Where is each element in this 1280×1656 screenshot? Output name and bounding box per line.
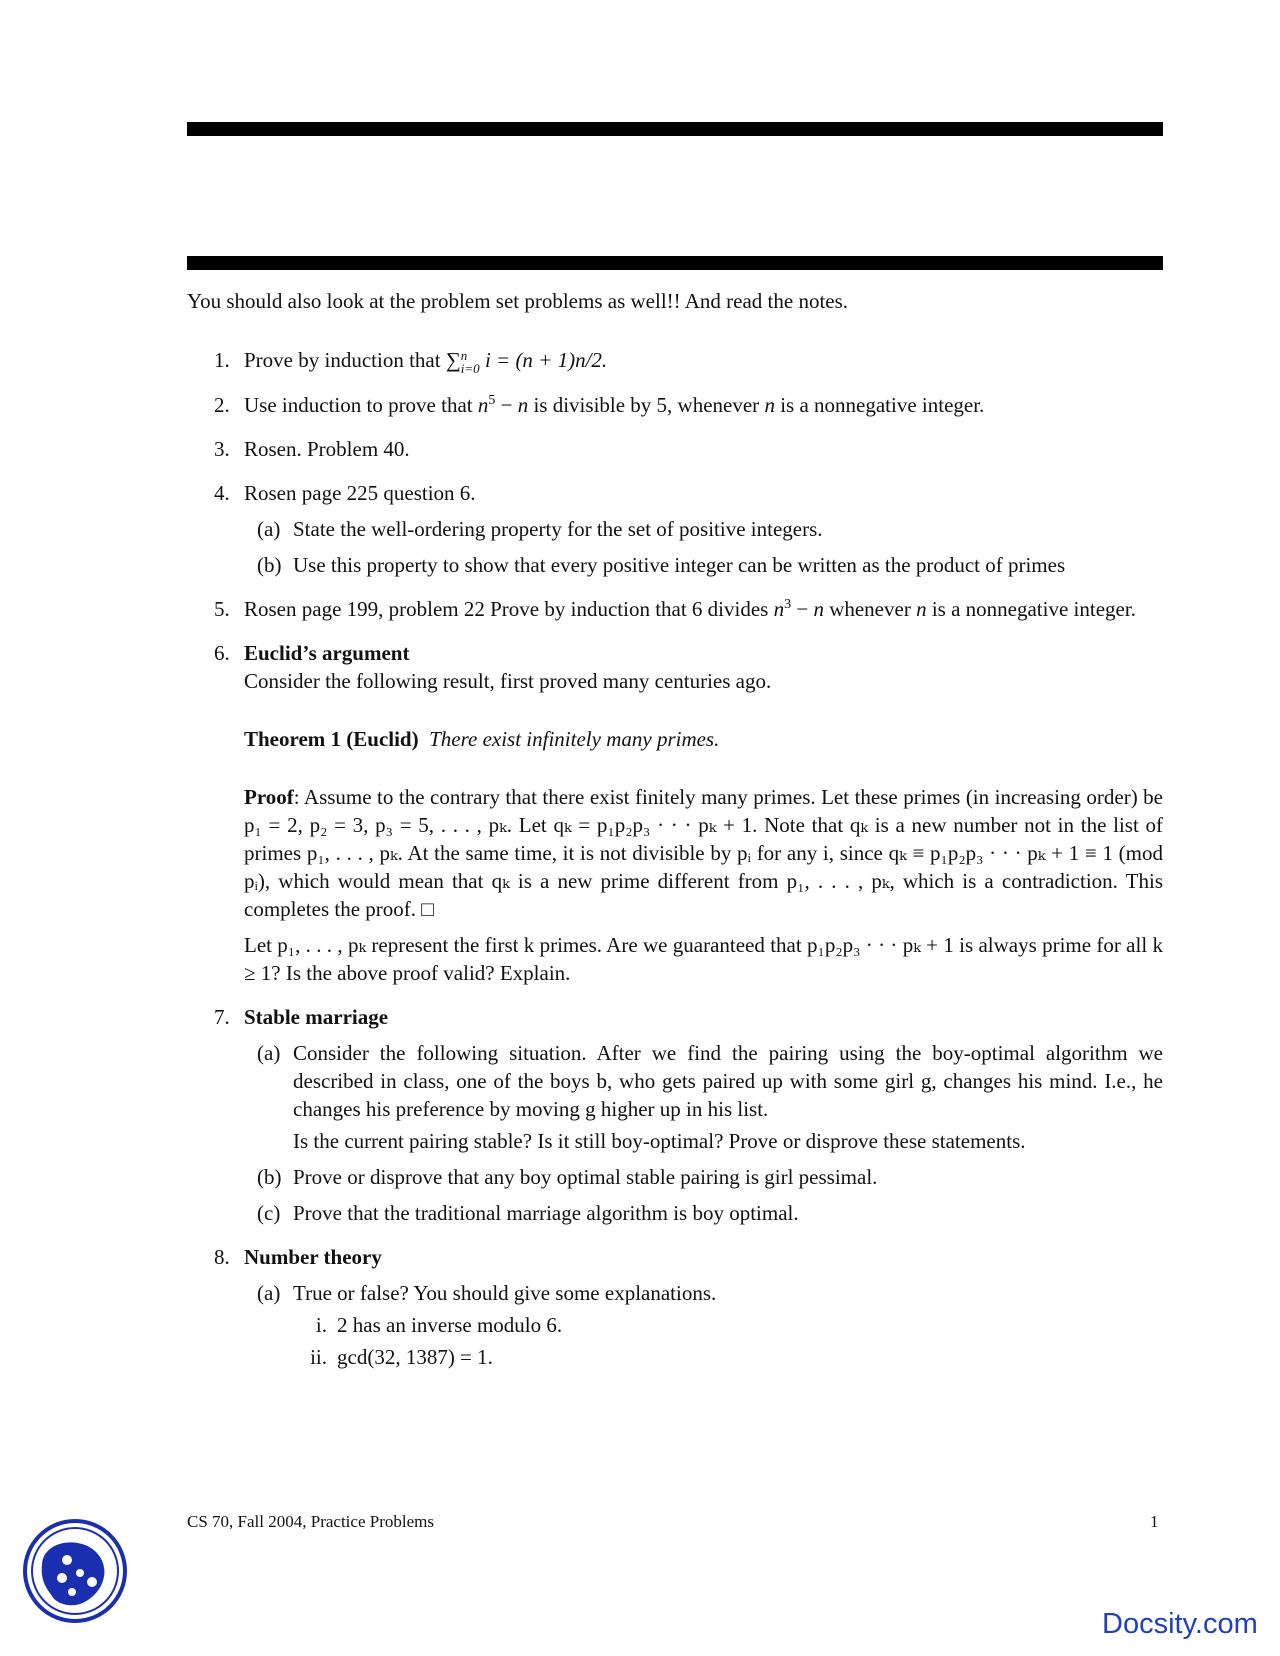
theorem-label: Theorem 1 (Euclid) [244,727,419,752]
problem-text: Prove by induction that [244,348,446,372]
proof-label: Proof [244,785,294,810]
sum-symbol: ∑ [445,348,461,372]
math-var: n [916,597,927,622]
problem-2 [187,391,1163,419]
math-var: n [813,597,824,622]
subproblem-text: Consider the following situation. After we find the pairing using the boy-optimal algorithm we described in class, one of the boys b, who gets paired up with some girl g, changes his mind. I.e., he changes his preference by moving g higher up in his list. [293,1041,1163,1122]
subproblem-label: (a) [257,517,281,542]
problem-text: Rosen page 199, problem 22 Prove by induction that 6 divides [244,597,774,622]
subproblem-label: (a) [257,1281,281,1306]
problem-text: is a nonnegative integer. [774,393,985,418]
subproblem-label: (b) [257,553,282,578]
problem-text: is a nonnegative integer. [926,597,1136,622]
true-false-list [293,1311,1163,1371]
docsity-logo-icon[interactable] [22,1518,128,1624]
subproblem-a [187,515,1163,543]
subproblem-c [187,1199,1163,1227]
problem-number: 3. [214,437,230,462]
math-exp: 5 [488,393,496,409]
footer-course: CS 70, Fall 2004, Practice Problems [187,1512,434,1531]
problem-number: 6. [214,641,230,666]
footer-page-number: 1 [1150,1512,1159,1531]
subproblem-label: (a) [257,1041,281,1066]
subproblem-a [187,1039,1163,1155]
subproblem-text: Prove or disprove that any boy optimal stable pairing is girl pessimal. [293,1165,878,1190]
header-rule-top [187,122,1163,136]
item-label: i. [315,1313,327,1338]
math-exp: 3 [784,597,792,613]
subproblem-text: Prove that the traditional marriage algorithm is boy optimal. [293,1201,799,1226]
math-op: − [495,393,518,418]
subproblem-label: (c) [257,1201,281,1226]
problem-text: is divisible by 5, whenever [528,393,765,418]
problem-title: Euclid’s argument [244,641,410,666]
followup-question: Let p₁, . . . , pₖ represent the first k primes. Are we guaranteed that p₁p₂p₃ · · · pₖ + 1 is always prime for all k ≥ 1? Is the above proof valid? Explain. [244,933,1163,986]
subproblem-text: True or false? You should give some explanations. [293,1281,717,1306]
item-label: ii. [310,1345,327,1370]
proof-text: : Assume to the contrary that there exist finitely many primes. Let these primes (in increasing order) be p₁ = 2, p₂ = 3, p₃ = 5, . . . , pₖ. Let qₖ = p₁p₂p₃ · · · pₖ + 1. Note that qₖ is a new number not in the list of primes p₁, . . . , pₖ. At the same time, it is not divisible by pᵢ for any i, since qₖ ≡ p₁p₂p₃ · · · pₖ + 1 ≡ 1 (mod pᵢ), which would mean that qₖ is a new prime different from p₁, . . . , pₖ, which is a contradiction. This completes the proof. □ [244,785,1163,922]
math-var: n [477,393,489,418]
subproblem-text: Use this property to show that every positive integer can be written as the product of primes [293,553,1066,578]
problem-title: Stable marriage [244,1005,389,1030]
math-var: n [773,597,785,622]
subproblem-b [187,551,1163,579]
true-false-item-ii [187,1343,1163,1371]
problem-5 [187,595,1163,623]
true-false-item-i [187,1311,1163,1339]
subproblem-text: State the well-ordering property for the set of positive integers. [293,517,823,542]
problem-number: 1. [214,348,230,372]
intro-text: You should also look at the problem set problems as well!! And read the notes. [187,289,849,313]
subproblem-text-2: Is the current pairing stable? Is it still boy-optimal? Prove or disprove these statements. [293,1129,1026,1154]
problem-4 [187,479,1163,579]
subproblem-a [187,1279,1163,1371]
problem-1 [187,346,1163,375]
docsity-link[interactable]: Docsity.com [1102,1608,1258,1640]
item-text: 2 has an inverse modulo 6. [337,1313,563,1338]
subproblem-b [187,1163,1163,1191]
problem-text: Use induction to prove that [244,393,478,418]
item-text: gcd(32, 1387) = 1. [337,1345,493,1370]
theorem-text: There exist infinitely many primes. [429,727,720,752]
problem-number: 8. [214,1245,230,1270]
problem-number: 4. [214,481,230,506]
problem-list [187,346,1163,1387]
problem-text: Rosen. Problem 40. [244,437,410,462]
sum-upper: n [460,348,468,364]
problem-text: whenever [823,597,917,622]
problem-number: 5. [214,597,230,622]
problem-7 [187,1003,1163,1227]
proof [244,783,1163,923]
subproblem-label: (b) [257,1165,282,1190]
problem-6 [187,639,1163,987]
problem-title: Number theory [244,1245,382,1270]
math-op: − [791,597,814,622]
problem-8 [187,1243,1163,1371]
problem-text: Consider the following result, first proved many centuries ago. [244,669,772,694]
problem-number: 2. [214,393,230,418]
math-var: n [517,393,529,418]
math-var: n [764,393,775,418]
theorem [244,725,1163,753]
header-rule-bottom [187,256,1163,270]
sum-lower: i=0 [460,361,480,377]
problem-number: 7. [214,1005,230,1030]
problem-3 [187,435,1163,463]
problem-text-math: i = (n + 1)n/2. [479,348,608,372]
problem-text: Rosen page 225 question 6. [244,481,476,506]
